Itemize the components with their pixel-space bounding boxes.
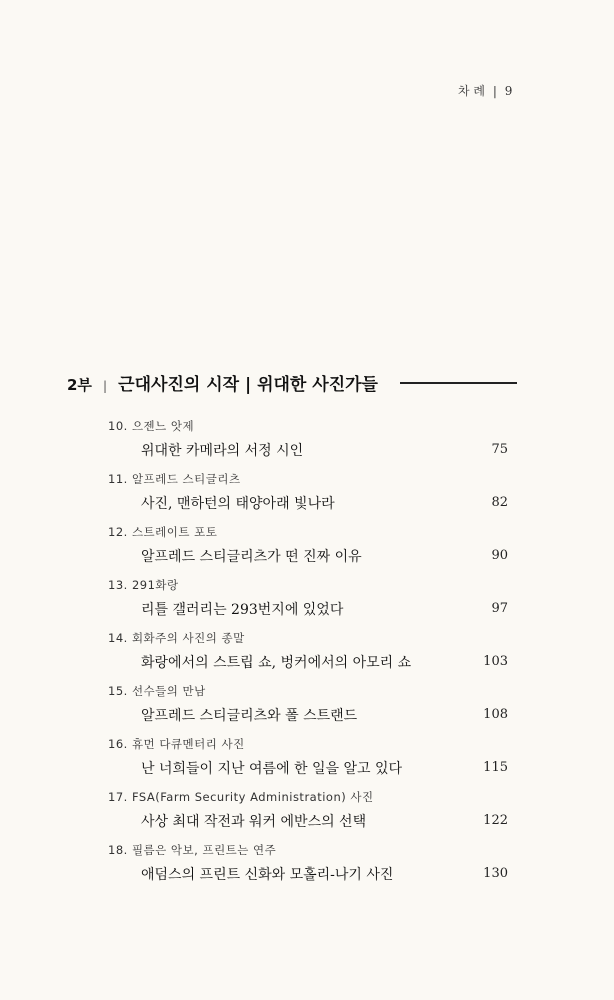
chapter-page: 130 (483, 866, 508, 881)
part-separator: | (103, 379, 108, 393)
header-separator: | (492, 84, 497, 98)
part-heading (67, 370, 378, 395)
part-title: 근대사진의 시작 | 위대한 사진가들 (118, 375, 378, 395)
chapter-page: 75 (491, 442, 508, 457)
chapter-title: 알프레드 스티글리츠가 떤 진짜 이유 (141, 549, 362, 565)
heading-rule (400, 382, 517, 384)
chapter-page: 90 (491, 548, 508, 563)
toc-entry (108, 789, 508, 842)
page-number: 9 (504, 84, 513, 98)
chapter-title: 사상 최대 작전과 워커 에반스의 선택 (141, 814, 367, 830)
toc-entry (108, 418, 508, 471)
chapter-page: 97 (491, 601, 508, 616)
chapter-label: 16. 휴먼 다큐멘터리 사진 (108, 737, 245, 751)
chapter-label: 11. 알프레드 스티글리츠 (108, 472, 241, 486)
toc-entry (108, 471, 508, 524)
toc-entry (108, 524, 508, 577)
toc-entry (108, 842, 508, 895)
toc-entry (108, 736, 508, 789)
chapter-title: 화랑에서의 스트립 쇼, 벙커에서의 아모리 쇼 (141, 655, 412, 671)
toc-entry (108, 577, 508, 630)
chapter-title: 알프레드 스티글리츠와 폴 스트랜드 (141, 708, 358, 724)
chapter-label: 13. 291화랑 (108, 578, 179, 592)
chapter-label: 12. 스트레이트 포토 (108, 525, 218, 539)
toc-entry (108, 630, 508, 683)
chapter-page: 108 (483, 707, 508, 722)
chapter-title: 사진, 맨하턴의 태양아래 빛나라 (141, 496, 335, 512)
chapter-label: 10. 으젠느 앗제 (108, 419, 195, 433)
part-label: 2부 (67, 376, 92, 394)
section-title: 차 례 (458, 84, 485, 98)
chapter-label: 15. 선수들의 만남 (108, 684, 206, 698)
chapter-page: 103 (483, 654, 508, 669)
chapter-page: 115 (483, 760, 508, 775)
toc-entry (108, 683, 508, 736)
chapter-page: 122 (483, 813, 508, 828)
running-header (458, 82, 512, 99)
chapter-label: 14. 회화주의 사진의 종말 (108, 631, 245, 645)
chapter-label: 17. FSA(Farm Security Administration) 사진 (108, 790, 374, 804)
chapter-title: 위대한 카메라의 서정 시인 (141, 443, 304, 459)
chapter-title: 애덤스의 프린트 신화와 모홀리-나기 사진 (141, 867, 394, 883)
toc-list (108, 418, 508, 895)
chapter-title: 리틀 갤러리는 293번지에 있었다 (141, 602, 344, 618)
chapter-label: 18. 필름은 악보, 프린트는 연주 (108, 843, 277, 857)
chapter-page: 82 (491, 495, 508, 510)
chapter-title: 난 너희들이 지난 여름에 한 일을 알고 있다 (141, 761, 403, 777)
